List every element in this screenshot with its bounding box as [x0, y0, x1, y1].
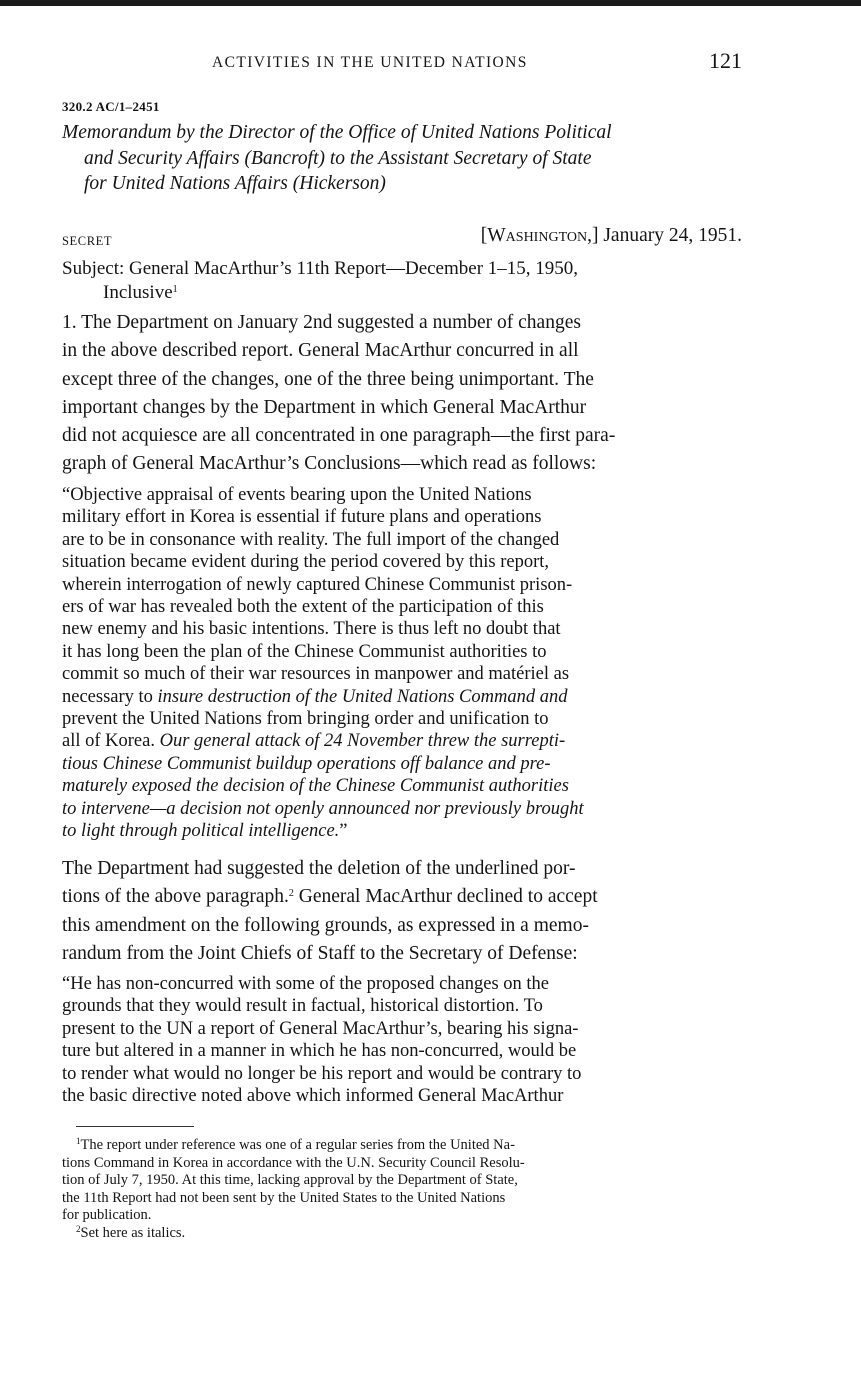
quote-line: prevent the United Nations from bringing order and unification to	[62, 709, 549, 730]
quote-line: ers of war has revealed both the extent of the participation of this	[62, 597, 544, 618]
subject-continuation	[62, 281, 746, 305]
text-line: 1. The Department on January 2nd suggested a number of changes	[62, 312, 581, 333]
footnote-ref-1: 1	[172, 284, 178, 295]
memo-title-line: for United Nations Affairs (Hickerson)	[84, 173, 386, 194]
footnote-line: tions Command in Korea in accordance with the U.N. Security Council Resolu-	[62, 1154, 525, 1171]
page-top-border	[0, 0, 861, 6]
quote-line: maturely exposed the decision of the Chinese Communist authorities	[62, 776, 569, 797]
footnote-ref-2: 2	[288, 888, 294, 900]
quote-line: situation became evident during the period covered by this report,	[62, 552, 550, 573]
subject-line	[62, 257, 746, 305]
block-quote-conclusions	[62, 484, 746, 843]
memo-title	[62, 120, 746, 197]
footnote-2	[62, 1225, 752, 1243]
paragraph-2	[62, 855, 746, 968]
italic-text: to light through political intelligence.	[62, 821, 340, 842]
memo-title-line: Memorandum by the Director of the Office of United Nations Political	[62, 122, 612, 143]
block-quote-jcs	[62, 973, 746, 1107]
text-line	[62, 883, 746, 911]
text-line: randum from the Joint Chiefs of Staff to the Secretary of Defense:	[62, 942, 578, 964]
footnote-1	[62, 1137, 752, 1155]
quote-line	[62, 730, 746, 752]
running-header	[62, 48, 748, 78]
text-line: this amendment on the following grounds, as expressed in a memo-	[62, 914, 589, 936]
footnotes	[62, 1137, 752, 1243]
quote-line: “Objective appraisal of events bearing upon the United Nations	[62, 485, 532, 505]
text-line: The Department had suggested the deletion of the underlined por-	[62, 858, 576, 879]
quote-line: to intervene—a decision not openly announced nor previously brought	[62, 798, 584, 819]
quote-line: tious Chinese Communist buildup operations off balance and pre-	[62, 753, 551, 774]
quote-line: are to be in consonance with reality. The full import of the changed	[62, 529, 560, 550]
classification-label: SECRET	[62, 234, 113, 248]
quote-line: “He has non-concurred with some of the proposed changes on the	[62, 974, 550, 994]
quote-line	[62, 686, 746, 708]
footnote-marker: 1	[76, 1136, 81, 1146]
quote-line: commit so much of their war resources in manpower and matériel as	[62, 664, 570, 685]
footnote-line: for publication.	[62, 1207, 152, 1224]
footnote-line: the 11th Report had not been sent by the United States to the United Nations	[62, 1189, 506, 1206]
closing-quote: ”	[339, 821, 348, 842]
quote-line: it has long been the plan of the Chinese Communist authorities to	[62, 641, 547, 662]
subject-text: Subject: General MacArthur’s 11th Report—December 1–15, 1950,	[62, 258, 579, 279]
text-segment: tions of the above paragraph.	[62, 886, 289, 908]
text-line: did not acquiesce are all concentrated in one paragraph—the first para-	[62, 425, 616, 447]
quote-line: wherein interrogation of newly captured Chinese Communist prison-	[62, 574, 573, 595]
quote-line: to render what would no longer be his report and would be contrary to	[62, 1063, 582, 1084]
text-line: except three of the changes, one of the three being unimportant. The	[62, 368, 594, 390]
text-line: graph of General MacArthur’s Conclusions—which read as follows:	[62, 453, 597, 475]
file-reference: 320.2 AC/1–2451	[62, 99, 160, 114]
italic-text: Our general attack of 24 November threw the surrepti-	[159, 731, 566, 752]
footnote-divider	[76, 1126, 194, 1127]
quote-text: all of Korea.	[62, 731, 160, 752]
quote-line: military effort in Korea is essential if future plans and operations	[62, 507, 542, 528]
footnote-text: The report under reference was one of a regular series from the United Na-	[80, 1137, 515, 1153]
dateline-place: [Washington,]	[480, 225, 599, 246]
footnote-line: tion of July 7, 1950. At this time, lacking approval by the Department of State,	[62, 1172, 518, 1189]
dateline	[481, 225, 742, 247]
quote-line: new enemy and his basic intentions. There is thus left no doubt that	[62, 619, 561, 640]
quote-line: ture but altered in a manner in which he has non-concurred, would be	[62, 1041, 577, 1062]
text-line: in the above described report. General MacArthur concurred in all	[62, 340, 579, 362]
running-title: ACTIVITIES IN THE UNITED NATIONS	[212, 54, 528, 71]
quote-line: present to the UN a report of General MacArthur’s, bearing his signa-	[62, 1018, 579, 1039]
text-segment: General MacArthur declined to accept	[293, 886, 598, 908]
footnote-text: Set here as italics.	[80, 1224, 186, 1241]
dateline-date: January 24, 1951.	[603, 225, 742, 246]
quote-line: grounds that they would result in factual, historical distortion. To	[62, 996, 543, 1017]
text-line: important changes by the Department in which General MacArthur	[62, 396, 587, 418]
quote-line: the basic directive noted above which informed General MacArthur	[62, 1086, 564, 1107]
paragraph-1	[62, 309, 746, 479]
page-number: 121	[709, 48, 742, 73]
italic-text: insure destruction of the United Nations Command and	[157, 686, 568, 707]
subject-continuation-text: Inclusive	[103, 282, 173, 303]
memo-title-line: and Security Affairs (Bancroft) to the Assistant Secretary of State	[84, 147, 592, 169]
quote-line	[62, 820, 746, 842]
footnote-marker: 2	[76, 1223, 81, 1234]
quote-text: necessary to	[62, 686, 158, 707]
